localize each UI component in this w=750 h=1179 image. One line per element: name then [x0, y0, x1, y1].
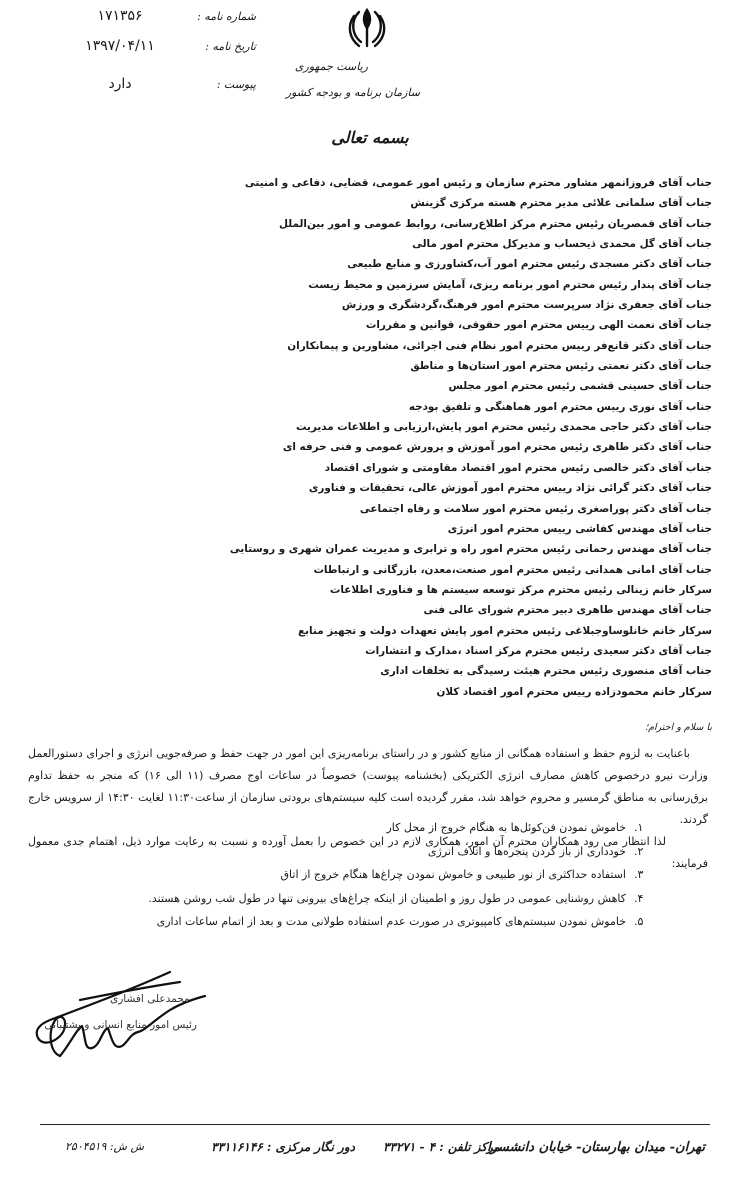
recipient-line: جناب آقای منصوری رئیس محترم هیئت رسیدگی به تخلفات اداری — [380, 665, 712, 678]
recipient-line: جناب آقای امانی همدانی رئیس محترم امور صنعت،معدن، بازرگانی و ارتباطات — [313, 563, 712, 576]
letter-date-label: تاریخ نامه : — [205, 40, 256, 53]
org-name-budget-org: سازمان برنامه و بودجه کشور — [285, 86, 420, 99]
recipient-line: جناب آقای فروزانمهر مشاور محترم سازمان و رئیس امور عمومی، قضایی، دفاعی و امنیتی — [244, 177, 712, 189]
footer — [55, 1136, 705, 1166]
body-paragraph-2: لذا انتظار می رود همکاران محترم آن امور، همکاری لازم در این خصوص را بعمل آورده و نسبت به رعایت موارد ذیل، اهتمام جدی معمول فرمایند: — [28, 835, 708, 870]
footer-divider — [40, 1124, 710, 1125]
letter-number-label: شماره نامه : — [197, 10, 256, 23]
recipient-line: جناب آقای دکتر طاهری رئیس محترم امور آموزش و پرورش عمومی و فنی حرفه ای — [282, 441, 712, 454]
instruction-text: خودداری از باز کردن پنجره‌ها و اتلاف انرژی — [427, 844, 626, 858]
salutation: با سلام و احترام؛ — [645, 722, 712, 733]
footer-fax: دور نگار مرکزی : ۳۳۱۱۶۱۴۶ — [211, 1140, 355, 1154]
recipient-line: سرکار خانم خانلوساوجبلاغی رئیس محترم امور پایش تعهدات دولت و تجهیز منابع — [298, 624, 712, 637]
recipient-line: جناب آقای دکتر قانع‌فر رییس محترم امور نظام فنی اجرائی، مشاورین و پیمانکاران — [287, 339, 712, 352]
letter-date-value: ۱۳۹۷/۰۴/۱۱ — [85, 38, 155, 54]
instruction-text: استفاده حداکثری از نور طبیعی و خاموش نمودن چراغ‌ها هنگام خروج از اتاق — [280, 868, 626, 882]
recipient-line: جناب آقای دکتر پوراصغری رئیس محترم امور سلامت و رفاه اجتماعی — [359, 502, 712, 515]
recipient-line: جناب آقای قمصریان رئیس محترم مرکز اطلاع‌رسانی، روابط عمومی و امور بین‌الملل — [279, 217, 712, 230]
recipient-line: سرکار خانم زینالی رئیس محترم مرکز توسعه سیستم ها و فناوری اطلاعات — [329, 583, 712, 596]
footer-phone: مرکز تلفن : ۴ - ۳۳۲۷۱ — [383, 1140, 500, 1154]
recipient-line: جناب آقای حسینی قشمی رئیس محترم امور مجلس — [448, 380, 712, 393]
instruction-item — [60, 816, 660, 840]
instruction-number: ۵. — [634, 915, 644, 929]
instruction-text: خاموش نمودن فن‌کوئل‌ها به هنگام خروج از محل کار — [386, 821, 626, 834]
instruction-number: ۳. — [634, 868, 644, 882]
instruction-list — [60, 816, 660, 934]
instruction-item — [60, 840, 660, 864]
recipient-line: جناب آقای جعفری نژاد سرپرست محترم امور فرهنگ،گردشگری و ورزش — [341, 299, 712, 312]
recipient-line: جناب آقای پندار رئیس محترم امور برنامه ریزی، آمایش سرزمین و محیط زیست — [308, 278, 712, 291]
footer-address: تهران- میدان بهارستان- خیابان دانشسرا — [487, 1140, 705, 1155]
instruction-text: کاهش روشنایی عمومی در طول روز و اطمینان از اینکه چراغ‌های بیرونی تنها در طول شب روشن هستند. — [148, 891, 626, 905]
recipient-line: جناب آقای دکتر سعیدی رئیس محترم مرکز اسناد ،مدارک و انتشارات — [365, 644, 712, 657]
body-paragraph-1: باعنایت به لزوم حفظ و استفاده همگانی از منابع کشور و در راستای برنامه‌ریزی این امور در جهت حفظ و صرفه‌جویی انرژی و اجرای دستورالعمل وزارت نیرو درخصوص کاهش مصارف انرژی الکتریکی (بخشنامه پیوست) خصوصاً در ساعات اوج مصرف (۱۱ الی ۱۶) که منجر به حفظ تداوم برق‌رسانی به مناطق گرمسیر و محروم خواهد شد، مقرر گردیده است کلیه سیستم‌های برودتی سازمان از ساعت۱۱:۳۰ لغایت ۱۴:۳۰ از سرویس خارج گردند. — [28, 747, 709, 826]
recipient-line: جناب آقای مهندس طاهری دبیر محترم شورای عالی فنی — [423, 604, 712, 617]
instruction-item — [60, 887, 660, 911]
letter-number-row — [60, 8, 256, 30]
bismillah-heading: بسمه تعالی — [331, 128, 409, 147]
recipient-line: جناب آقای مهندس رحمانی رئیس محترم امور راه و ترابری و مدیریت عمران شهری و روستایی — [229, 543, 712, 556]
signatory-title: رئیس امور منابع انسانی و پشتیبانی — [44, 1019, 197, 1031]
instruction-item — [60, 910, 660, 934]
instruction-number: ۴. — [634, 891, 644, 905]
recipient-line: جناب آقای مهندس کفاشی رییس محترم امور انرژی — [447, 522, 712, 535]
letter-number-value: ۱۷۱۳۵۶ — [97, 8, 143, 24]
instruction-number: ۱. — [634, 821, 644, 834]
org-name-presidency: ریاست جمهوری — [294, 60, 368, 73]
emblem-icon — [345, 6, 389, 50]
recipient-list — [32, 173, 712, 702]
instruction-text: خاموش نمودن سیستم‌های کامپیوتری در صورت عدم استفاده طولانی مدت و بعد از اتمام ساعات اداری — [156, 915, 626, 929]
recipient-line: جناب آقای دکتر مسجدی رئیس محترم امور آب،کشاورزی و منابع طبیعی — [347, 258, 712, 271]
recipient-line: جناب آقای نعمت الهی رییس محترم امور حقوقی، قوانین و مقررات — [365, 319, 712, 332]
instruction-item — [60, 863, 660, 887]
recipient-line: جناب آقای دکتر نعمتی رئیس محترم امور استان‌ها و مناطق — [410, 360, 712, 373]
recipient-line: سرکار خانم محمودزاده رییس محترم امور اقتصاد کلان — [436, 685, 712, 698]
recipient-line: جناب آقای نوری رییس محترم امور هماهنگی و تلفیق بودجه — [408, 400, 712, 413]
instruction-number: ۲. — [634, 844, 644, 858]
signatory-name: محمدعلی افشاری — [110, 993, 190, 1005]
recipient-line: جناب آقای دکتر گرائی نژاد رییس محترم امور آموزش عالی، تحقیقات و فناوری — [308, 482, 712, 495]
recipient-line: جناب آقای گل محمدی ذیحساب و مدیرکل محترم امور مالی — [412, 238, 712, 251]
footer-code: ش ش: ۲۵۰۴۵۱۹ — [65, 1140, 144, 1153]
handwritten-signature — [20, 960, 220, 1070]
attachment-label: پیوست : — [216, 78, 256, 91]
recipient-line: جناب آقای دکتر خالصی رئیس محترم امور اقتصاد مقاومتی و شورای اقتصاد — [324, 461, 712, 474]
recipient-line: جناب آقای سلمانی علائی مدیر محترم هسته مرکزی گزینش — [410, 197, 712, 210]
attachment-row — [60, 76, 256, 98]
recipient-line: جناب آقای دکتر حاجی محمدی رئیس محترم امور پایش،ارزیابی و اطلاعات مدیریت — [295, 421, 712, 434]
attachment-value: دارد — [108, 76, 132, 92]
letter-date-row — [60, 38, 256, 60]
